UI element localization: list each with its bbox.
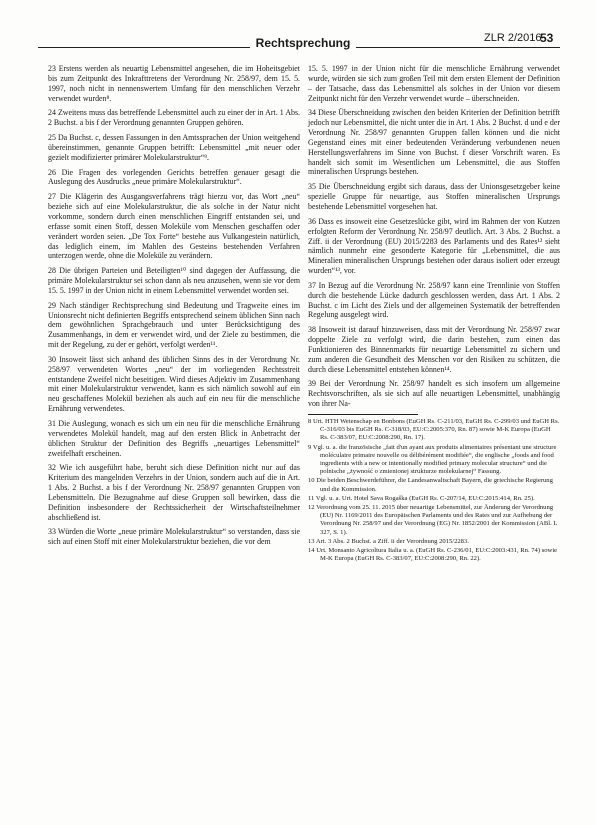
paragraph: 29 Nach ständiger Rechtsprechung sind Bedeutung und Tragweite eines im Unionsrecht nicht definierten Begriffs entsprechend seinem üblichen Sinn nach dem gewöhnlichen Sprachgebrauch und unter Berücksichtigung des Zusammenhangs, in dem er verwendet wird, und der Ziele zu bestimmen, die mit der Regelung, zu der er gehört, verfolgt werden¹¹. bbox=[48, 300, 300, 350]
paragraph: 27 Die Klägerin des Ausgangsverfahrens trägt hierzu vor, das Wort „neu“ beziehe sich auf eine Molekularstruktur, die als solche in der Natur nicht vorkomme, sondern durch einen menschlichen Eingriff entstanden sei, und erfasse somit einen Stoff, dessen Moleküle vom Menschen geschaffen oder verändert worden seien. „De Tox Forte“ bestehe aus Vulkangestein natürlich, das lediglich einem, im Mahlen des Gesteins bestehenden Verfahren unterzogen werde, ohne die Moleküle zu verändern. bbox=[48, 192, 300, 261]
footnotes bbox=[308, 418, 560, 563]
paragraph: 36 Dass es insoweit eine Gesetzeslücke gibt, wird im Rahmen der von Kutzen erfolgten Reform der Verordnung Nr. 258/97 deutlich. Art. 3 Abs. 2 Buchst. a Ziff. ii der Verordnung (EU) 2015/2283 des Parlaments und des Rates¹² sieht nämlich nunmehr eine gesonderte Kategorie für „Lebensmittel, die aus Mineralien mineralischen Ursprungs bestehen oder daraus isoliert oder erzeugt wurden“¹³, vor. bbox=[308, 216, 560, 276]
paragraph: 28 Die übrigen Parteien und Beteiligten¹⁰ sind dagegen der Auffassung, die primäre Molekularstruktur sei schon dann als neu anzusehen, wenn sie vor dem 15. 5. 1997 in der Union nicht in einem Lebensmittel verwendet worden sei. bbox=[48, 266, 300, 295]
paragraph: 34 Diese Überschneidung zwischen den beiden Kriterien der Definition betrifft jedoch nur Lebensmittel, die nicht unter die in Art. 1 Abs. 2 Buchst. d und e der Verordnung Nr. 258/97 genannten Gruppen fallen können und die nicht Gegenstand eines mit einer bedeutenden Veränderung verbundenen neuen Herstellungsverfahrens im Sinne von Buchst. f dieser Vorschrift waren. Es handelt sich somit im Wesentlichen um Lebensmittel, die aus Stoffen mineralischen Ursprungs bestehen. bbox=[308, 108, 560, 177]
paragraph: 31 Die Auslegung, wonach es sich um ein neu für die menschliche Ernährung verwendetes Molekül handelt, mag auf den ersten Blick in Anbetracht der üblichen Struktur der Definition des Begriffs „neuartiges Lebensmittel“ zweifelhaft erscheinen. bbox=[48, 419, 300, 458]
paragraph: 24 Zweitens muss das betreffende Lebensmittel auch zu einer der in Art. 1 Abs. 2 Buchst. a bis f der Verordnung genannten Gruppen gehören. bbox=[48, 108, 300, 128]
footnote: 12 Verordnung vom 25. 11. 2015 über neuartige Lebensmittel, zur Änderung der Verordnung (EU) Nr. 1169/2011 des Europäischen Parlaments und des Rates und zur Aufhebung der Verordnung Nr. 258/97 und der Verordnung (EG) Nr. 1852/2001 der Kommission (ABl. L 327, S. 1). bbox=[308, 504, 558, 536]
page-header bbox=[0, 28, 596, 58]
footnote: 13 Art. 3 Abs. 2 Buchst. a Ziff. ii der Verordnung 2015/2283. bbox=[308, 537, 469, 545]
page-number: 53 bbox=[540, 31, 554, 45]
journal-issue: ZLR 2/2016 bbox=[484, 32, 542, 44]
left-column bbox=[48, 64, 300, 552]
right-column bbox=[308, 64, 560, 564]
paragraph: 30 Insoweit lässt sich anhand des üblichen Sinns des in der Verordnung Nr. 258/97 verwendeten Wortes „neu“ der im vorliegenden Rechtsstreit entstandene Zweifel nicht beseitigen. Wird dieses Adjektiv im Zusammenhang mit einer Molekularstruktur verwendet, kann es sich nämlich sowohl auf ein neu geschaffenes Molekül beziehen als auch auf ein neu für die menschliche Ernährung verwendetes. bbox=[48, 354, 300, 414]
footnote: 14 Urt. Monsanto Agricoltura Italia u. a. (EuGH Rs. C-236/01, EU:C:2003:431, Rn. 74) sowie M-K Europa (EuGH Rs. C-383/07, EU:C:2008:290, Rn. 22). bbox=[308, 547, 558, 563]
footnote: 9 Vgl. u. a. die französische „fait d'un ayant aux produits alimentaires présentant une structure moléculaire primaire nouvelle ou délibérément modifiée“, die englische „foods and food ingredients with a new or intentionally modified primary molecular structure“ und die polnische „żywność o zmienionej strukturze molekularnej“ Fassung. bbox=[308, 443, 557, 476]
paragraph: 23 Erstens werden als neuartig Lebensmittel angesehen, die im Hoheitsgebiet bis zum Zeitpunkt des Inkrafttretens der Verordnung Nr. 258/97, dem 15. 5. 1997, noch nicht in nennenswertem Umfang für den menschlichen Verzehr verwendet wurden⁸. bbox=[48, 64, 300, 103]
paragraph: 33 Würden die Worte „neue primäre Molekularstruktur“ so verstanden, dass sie sich auf einen Stoff mit einer Molekularstruktur beziehen, die vor dem bbox=[48, 527, 300, 547]
paragraph: 38 Insoweit ist darauf hinzuweisen, dass mit der Verordnung Nr. 258/97 zwar doppelte Ziele zu verfolgt wird, die darin bestehen, zum einen das Funktionieren des Binnenmarkts für neuartige Lebensmittel zu sichern und zum anderen die Gesundheit des Menschen vor den Risiken zu schützen, die durch diese Lebensmittel entstehen können¹⁴. bbox=[308, 325, 560, 374]
section-title: Rechtsprechung bbox=[250, 34, 356, 52]
footnote: 8 Urt. HTH Wetenschap en Bonbons (EuGH Rs. C-211/03, EuGH Rs. C-299/03 und EuGH Rs. C-316/03 bis EuGH Rs. C-318/03, EU:C:2005:370, Rn. 87) sowie M-K Europa (EuGH Rs. C-383/07, EU:C:2008:290, Rn. 17). bbox=[308, 418, 560, 442]
paragraph: 32 Wie ich ausgeführt habe, beruht sich diese Definition nicht nur auf das Kriterium des mangelnden Verzehrs in der Union, sondern auch auf die in Art. 1 Abs. 2 Buchst. a bis f der Verordnung Nr. 258/97 genannten Gruppen von Lebensmitteln. Die Bezugnahme auf diese Gruppen soll bewirken, dass die Definition insbesondere der Rechtssicherheit der Wirtschaftsteilnehmer abschließend ist. bbox=[48, 463, 300, 522]
paragraph: 15. 5. 1997 in der Union nicht für die menschliche Ernährung verwendet wurde, würden sie sich zum großen Teil mit dem ersten Element der Definition – der Tatsache, dass das Lebensmittel als solches in der Union vor diesem Zeitpunkt nicht für den Verzehr verwendet wurde – überschneiden. bbox=[308, 64, 560, 103]
paragraph: 37 In Bezug auf die Verordnung Nr. 258/97 kann eine Trennlinie von Stoffen durch die bestehende Lücke dadurch geschlossen werden, dass Art. 1 Abs. 2 Buchst. c im Licht des Ziels und der allgemeinen Systematik der betreffenden Regelung ausgelegt wird. bbox=[308, 280, 560, 320]
paragraph: 26 Die Fragen des vorlegenden Gerichts betreffen genauer gesagt die Auslegung des Ausdrucks „neue primäre Molekularstruktur“. bbox=[48, 167, 300, 187]
footnote-rule bbox=[308, 414, 418, 415]
footnote: 11 Vgl. u. a. Urt. Hotel Sava Rogaška (EuGH Rs. C-207/14, EU:C:2015:414, Rn. 25). bbox=[308, 494, 535, 502]
paragraph: 25 Da Buchst. c, dessen Fassungen in den Amtssprachen der Union weitgehend übereinstimmen, genannte Gruppen betrifft: Lebensmittel „mit neuer oder gezielt modifizierter primärer Molekularstruktur“⁹. bbox=[48, 133, 300, 162]
paragraph: 39 Bei der Verordnung Nr. 258/97 handelt es sich insofern um allgemeine Rechtsvorschriften, als sie sich auf alle neuartigen Lebensmittel, unabhängig von ihrer Na- bbox=[308, 379, 560, 409]
footnote: 10 Die beiden Beschwerdeführer, die Landesanwaltschaft Bayern, die griechische Regierung und die Kommission. bbox=[308, 477, 553, 493]
paragraph: 35 Die Überschneidung ergibt sich daraus, dass der Unionsgesetzgeber keine spezielle Gruppe für neuartige, aus Stoffen mineralischen Ursprungs bestehende Lebensmittel vorgesehen hat. bbox=[308, 182, 560, 211]
